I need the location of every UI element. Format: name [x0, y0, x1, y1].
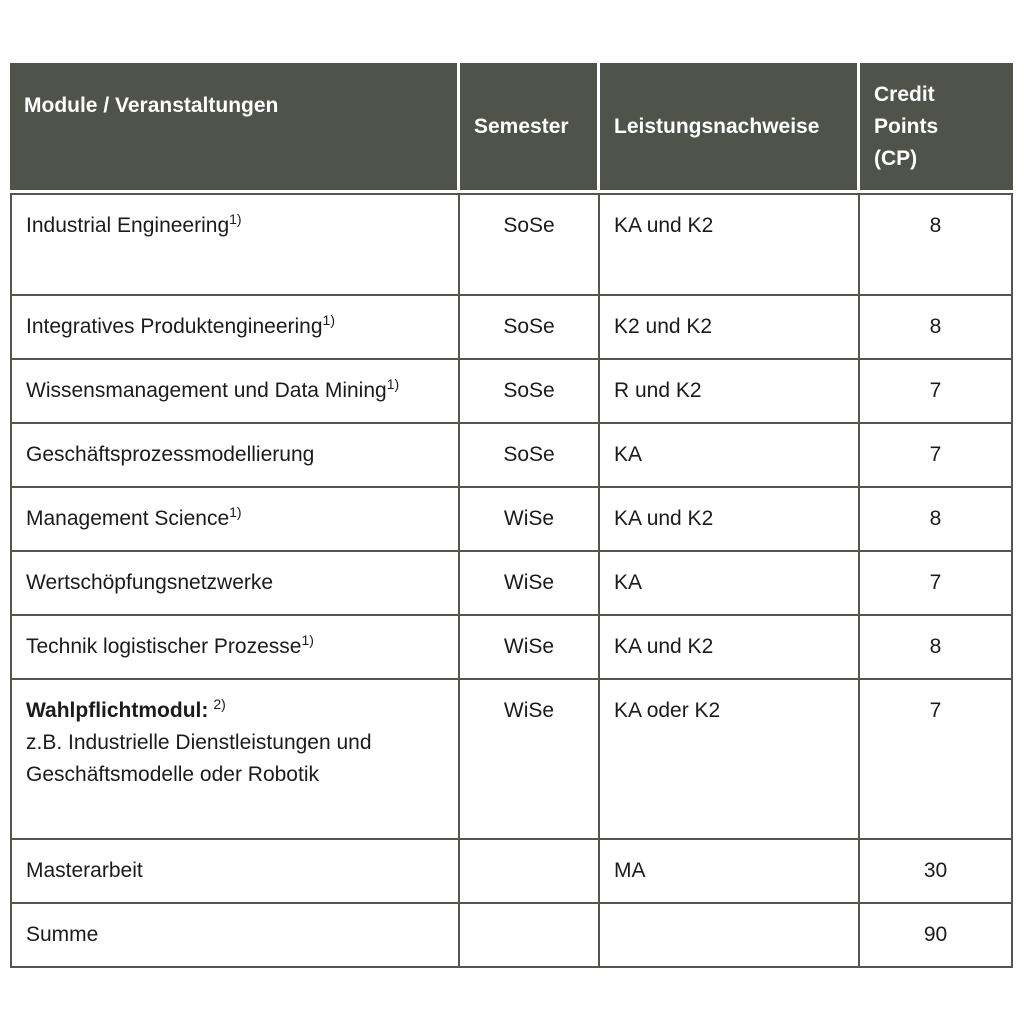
leistungsnachweis-cell: MA [600, 840, 860, 904]
semester-cell: SoSe [460, 296, 600, 360]
table-row [10, 424, 1013, 488]
leistungsnachweis-cell [600, 904, 860, 968]
module-name: Wissensmanagement und Data Mining [26, 379, 387, 402]
footnote-marker: 1) [322, 312, 335, 328]
col-header-credit-points [860, 63, 1013, 193]
table-row [10, 193, 1013, 296]
credit-points-cell: 8 [860, 488, 1013, 552]
table-row [10, 360, 1013, 424]
semester-cell [460, 840, 600, 904]
semester-cell [460, 904, 600, 968]
table-row [10, 680, 1013, 840]
footnote-marker: 1) [229, 211, 242, 227]
module-name: Geschäftsprozessmodellierung [26, 443, 315, 466]
credit-points-cell: 7 [860, 680, 1013, 840]
footnote-marker: 1) [229, 504, 242, 520]
module-cell [10, 680, 460, 840]
leistungsnachweis-cell: KA [600, 552, 860, 616]
col-header-leistungsnachweise: Leistungsnachweise [600, 63, 860, 193]
module-name: Integratives Produktengineering [26, 315, 323, 338]
credit-points-cell: 7 [860, 360, 1013, 424]
leistungsnachweis-cell: KA und K2 [600, 616, 860, 680]
module-name: Masterarbeit [26, 859, 143, 882]
footnote-marker: 1) [386, 376, 400, 392]
header-row [10, 63, 1013, 193]
footnote-marker: 1) [301, 632, 314, 648]
semester-cell: WiSe [460, 616, 600, 680]
module-name: Wertschöpfungsnetzwerke [26, 571, 274, 594]
table-row [10, 616, 1013, 680]
leistungsnachweis-cell: R und K2 [600, 360, 860, 424]
credit-points-cell: 90 [860, 904, 1013, 968]
semester-cell: WiSe [460, 552, 600, 616]
semester-cell: SoSe [460, 424, 600, 488]
leistungsnachweis-cell: KA und K2 [600, 193, 860, 296]
col-header-module: Module / Veranstaltungen [10, 63, 460, 193]
semester-cell: WiSe [460, 488, 600, 552]
module-cell [10, 424, 460, 488]
module-cell [10, 840, 460, 904]
footnote-marker: 2) [213, 696, 226, 712]
credit-points-cell: 8 [860, 296, 1013, 360]
module-name: Industrial Engineering [26, 214, 230, 237]
table-row [10, 840, 1013, 904]
module-name: Summe [26, 923, 99, 946]
module-subtitle: z.B. Industrielle Dienstleistungen und Geschäftsmodelle oder Robotik [26, 731, 372, 786]
credit-points-cell: 8 [860, 193, 1013, 296]
semester-cell: SoSe [460, 360, 600, 424]
module-name: Wahlpflichtmodul: [26, 699, 209, 722]
module-name: Management Science [26, 507, 230, 530]
semester-cell: WiSe [460, 680, 600, 840]
module-cell [10, 904, 460, 968]
credit-points-cell: 8 [860, 616, 1013, 680]
credit-points-header-label: Credit Points (CP) [874, 82, 939, 170]
module-cell [10, 552, 460, 616]
table-row [10, 552, 1013, 616]
leistungsnachweis-cell: KA oder K2 [600, 680, 860, 840]
table-row [10, 488, 1013, 552]
module-name: Technik logistischer Prozesse [26, 635, 302, 658]
credit-points-cell: 7 [860, 552, 1013, 616]
leistungsnachweis-cell: KA [600, 424, 860, 488]
credit-points-cell: 30 [860, 840, 1013, 904]
semester-cell: SoSe [460, 193, 600, 296]
col-header-semester: Semester [460, 63, 600, 193]
course-table [10, 63, 1013, 968]
table-row [10, 296, 1013, 360]
leistungsnachweis-cell: KA und K2 [600, 488, 860, 552]
leistungsnachweis-cell: K2 und K2 [600, 296, 860, 360]
module-cell [10, 296, 460, 360]
module-cell [10, 193, 460, 296]
module-cell [10, 616, 460, 680]
credit-points-cell: 7 [860, 424, 1013, 488]
module-cell [10, 488, 460, 552]
module-cell [10, 360, 460, 424]
table-row [10, 904, 1013, 968]
